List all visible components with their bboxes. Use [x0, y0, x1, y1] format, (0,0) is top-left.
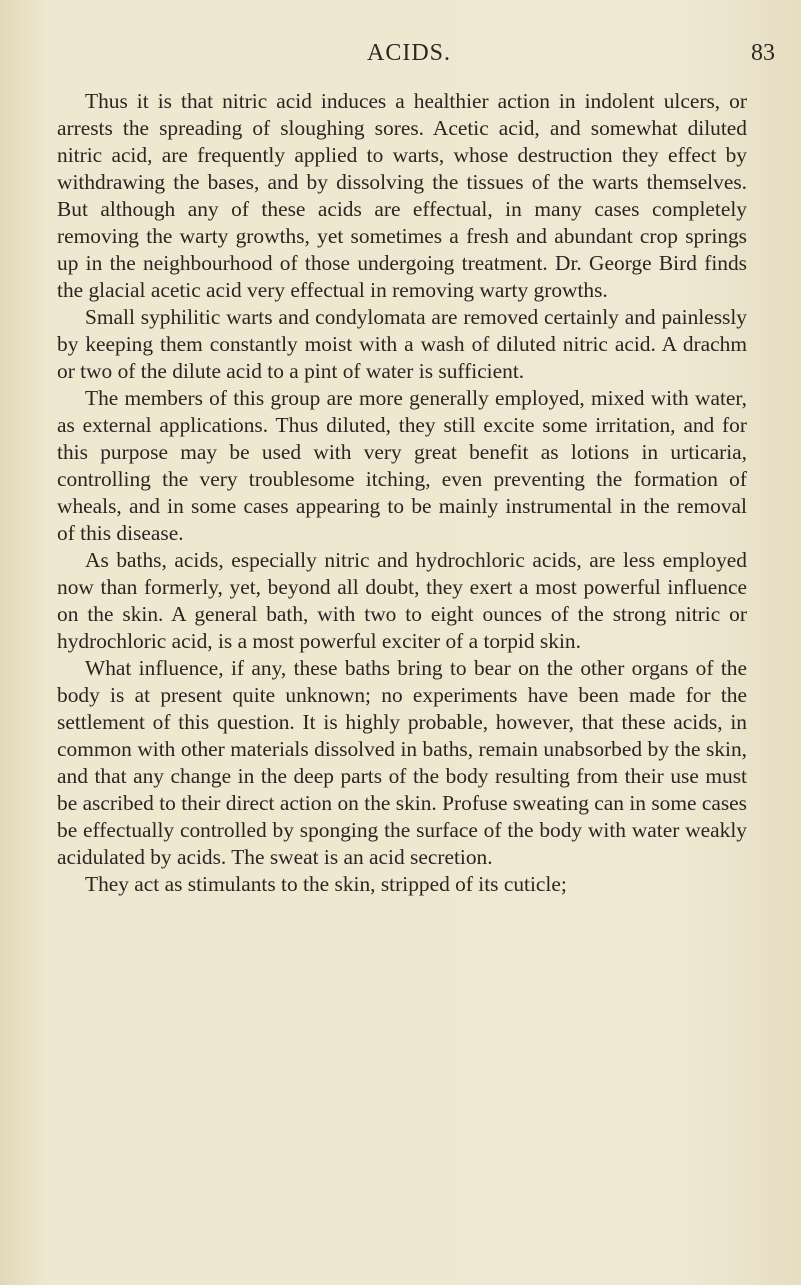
running-title: ACIDS.	[367, 40, 452, 66]
paragraph-bath-influence: What influence, if any, these baths bring to bear on the other organs of the body is at present quite unknown; no experiments have been made for the settlement of this question. It is highly probable, however, that these acids, in common with other materials dissolved in baths, remain unabsorbed by the skin, and that any change in the deep parts of the body resulting from their use must be ascribed to their direct action on the skin. Profuse sweating can in some cases be effectually controlled by sponging the surface of the body with water weakly acidulated by acids. The sweat is an acid secretion.	[57, 656, 747, 869]
paragraph-syphilitic-warts: Small syphilitic warts and condylomata are removed certainly and painlessly by keeping them constantly moist with a wash of diluted nitric acid. A drachm or two of the dilute acid to a pint of water is sufficient.	[57, 305, 747, 383]
paragraph-external-applications: The members of this group are more generally employed, mixed with water, as external applications. Thus diluted, they still excite some irritation, and for this purpose may be used with very great benefit as lotions in urticaria, controlling the very troublesome itching, even preventing the formation of wheals, and in some cases appearing to be mainly instrumental in the removal of this disease.	[57, 386, 747, 545]
paragraph-warts: Thus it is that nitric acid induces a healthier action in indolent ulcers, or arrests the spreading of sloughing sores. Acetic acid, and somewhat diluted nitric acid, are frequently applied to warts, whose destruction they effect by withdrawing the bases, and by dissolving the tissues of the warts themselves. But although any of these acids are effectual, in many cases completely removing the warty growths, yet sometimes a fresh and abundant crop springs up in the neighbourhood of those undergoing treatment. Dr. George Bird finds the glacial acetic acid very effectual in removing warty growths.	[57, 89, 747, 302]
page-number: 83	[751, 40, 775, 66]
paragraph-baths: As baths, acids, especially nitric and hydrochloric acids, are less employed now than formerly, yet, beyond all doubt, they exert a most powerful influence on the skin. A general bath, with two to eight ounces of the strong nitric or hydrochloric acid, is a most powerful exciter of a torpid skin.	[57, 548, 747, 653]
paragraph-stimulants: They act as stimulants to the skin, stripped of its cuticle;	[85, 872, 567, 896]
body-text	[57, 88, 747, 898]
running-head	[0, 40, 801, 70]
